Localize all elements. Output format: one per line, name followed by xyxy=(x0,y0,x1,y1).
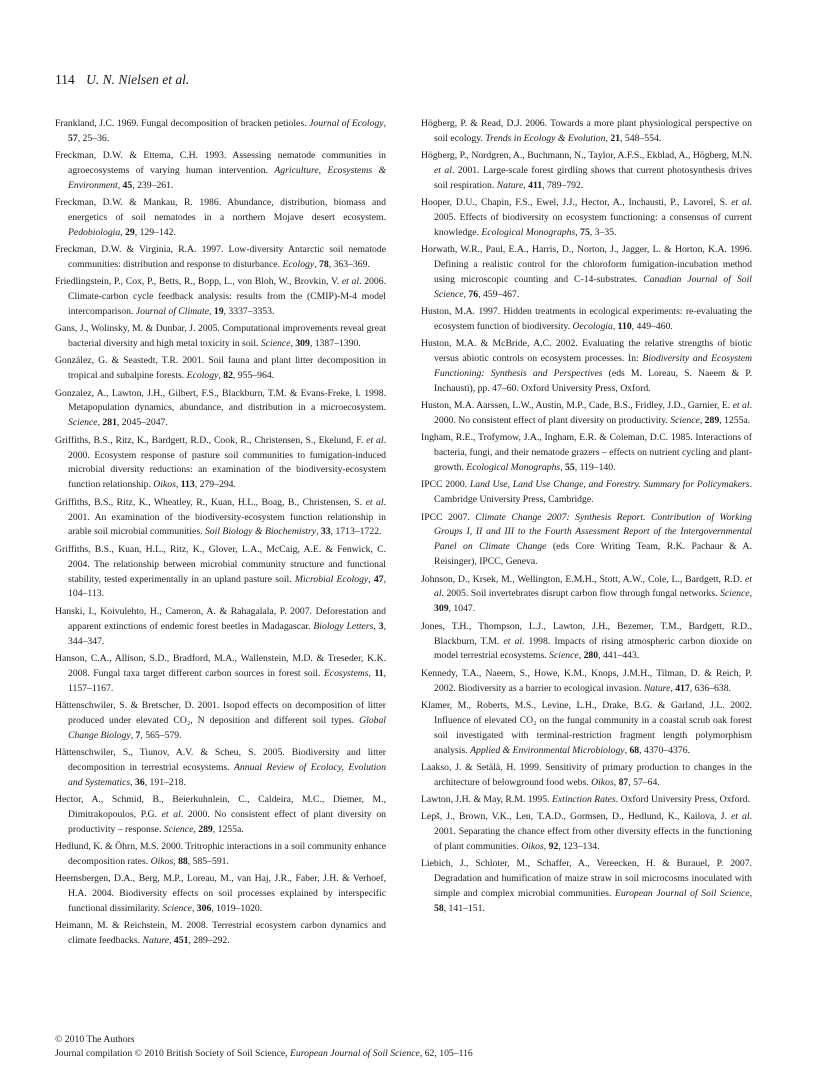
references-left-column xyxy=(55,117,386,951)
reference-entry: González, G. & Seastedt, T.R. 2001. Soil fauna and plant litter decomposition in tropical and subalpine forests. Ecology, 82, 955–964. xyxy=(55,355,386,382)
reference-entry: Heemsbergen, D.A., Berg, M.P., Loreau, M., van Haj, J.R., Faber, J.H. & Verhoef, H.A. 2004. Biodiversity effects on soil processes explained by interspecific functional dissimilarity. Science, 306, 1019–1020. xyxy=(55,872,386,914)
reference-entry: Hanski, I., Koivulehto, H., Cameron, A. & Rahagalala, P. 2007. Deforestation and apparent extinctions of endemic forest beetles in Madagascar. Biology Letters, 3, 344–347. xyxy=(55,605,386,647)
page-number: 114 xyxy=(55,72,75,87)
reference-entry: Liebich, J., Schloter, M., Schaffer, A., Vereecken, H. & Burauel, P. 2007. Degradation and humification of maize straw in soil microcosms inoculated with simple and complex microbial communities. European Journal of Soil Science, 58, 141–151. xyxy=(421,857,752,914)
running-header xyxy=(55,72,189,88)
reference-entry: Horwath, W.R., Paul, E.A., Harris, D., Norton, J., Jagger, L. & Horton, K.A. 1996. Defining a realistic control for the chloroform fumigation-incubation method using microscopic counting and C-14-substrates. Canadian Journal of Soil Science, 76, 459–467. xyxy=(421,244,752,301)
reference-entry: Högberg, P., Nordgren, A., Buchmann, N., Taylor, A.F.S., Ekblad, A., Högberg, M.N. et al. 2001. Large-scale forest girdling shows that current photosynthesis drives soil respiration. Nature, 411, 789–792. xyxy=(421,150,752,191)
reference-entry: Freckman, D.W. & Mankau, R. 1986. Abundance, distribution, biomass and energetics of soil nematodes in a northern Mojave desert ecosystem. Pedobiologia, 29, 129–142. xyxy=(55,197,386,239)
reference-entry: IPCC 2000. Land Use, Land Use Change, and Forestry. Summary for Policymakers. Cambridge University Press, Cambridge. xyxy=(421,479,752,506)
reference-entry: Griffiths, B.S., Ritz, K., Bardgett, R.D., Cook, R., Christensen, S., Ekelund, F. et al. 2000. Ecosystem response of pasture soil communities to fumigation-induced microbial diversity reductions: an examination of the biodiversity-ecosystem function relationship. Oikos, 113, 279–294. xyxy=(55,434,386,491)
journal-compilation-line: Journal compilation © 2010 British Society of Soil Science, European Journal of Soil Science, 62, 105–116 xyxy=(55,1048,473,1059)
reference-entry: Hättenschwiler, S. & Bretscher, D. 2001. Isopod effects on decomposition of litter produced under elevated CO₂, N deposition and different soil types. Global Change Biology, 7, 565–579. xyxy=(55,699,386,741)
reference-entry: Laakso, J. & Setälä, H. 1999. Sensitivity of primary production to changes in the architecture of belowground food webs. Oikos, 87, 57–64. xyxy=(421,761,752,788)
reference-entry: Jones, T.H., Thompson, L.J., Lawton, J.H., Bezemer, T.M., Bardgett, R.D., Blackburn, T.M. et al. 1998. Impacts of rising atmospheric carbon dioxide on model terrestrial ecosystems. Science, 280, 441–443. xyxy=(421,620,752,662)
reference-entry: Griffiths, B.S., Ritz, K., Wheatley, R., Kuan, H.L., Boag, B., Christensen, S. et al. 2001. An examination of the biodiversity-ecosystem function relationship in arable soil microbial communities. Soil Biology & Biochemistry, 33, 1713–1722. xyxy=(55,496,386,538)
reference-entry: Gans, J., Wolinsky, M. & Dunbar, J. 2005. Computational improvements reveal great bacterial diversity and high metal toxicity in soil. Science, 309, 1387–1390. xyxy=(55,323,386,350)
running-head-authors: U. N. Nielsen et al. xyxy=(86,72,190,87)
reference-entry: Lawton, J.H. & May, R.M. 1995. Extinction Rates. Oxford University Press, Oxford. xyxy=(421,793,750,805)
reference-entry: Lepš, J., Brown, V.K., Len, T.A.D., Gormsen, D., Hedlund, K., Kailova, J. et al. 2001. Separating the chance effect from other diversity effects in the functioning of plant communities. Oikos, 92, 123–134. xyxy=(421,810,753,852)
reference-entry: Klamer, M., Roberts, M.S., Levine, L.H., Drake, B.G. & Garland, J.L. 2002. Influence of elevated CO₂ on the fungal community in a coastal scrub oak forest soil investigated with terminal-restriction fragment length polymorphism analysis. Applied & Environmental Microbiology, 68, 4370–4376. xyxy=(421,699,752,756)
reference-entry: Kennedy, T.A., Naeem, S., Howe, K.M., Knops, J.M.H., Tilman, D. & Reich, P. 2002. Biodiversity as a barrier to ecological invasion. Nature, 417, 636–638. xyxy=(421,667,752,694)
reference-entry: Hooper, D.U., Chapin, F.S., Ewel, J.J., Hector, A., Inchausti, P., Lavorel, S. et al. 2005. Effects of biodiversity on ecosystem functioning: a consensus of current knowledge. Ecological Monographs, 75, 3–35. xyxy=(421,197,752,239)
reference-entry: Gonzalez, A., Lawton, J.H., Gilbert, F.S., Blackburn, T.M. & Evans-Freke, I. 1998. Metapopulation dynamics, abundance, and distribution in a microecosystem. Science, 281, 2045–2047. xyxy=(55,387,386,429)
reference-entry: Freckman, D.W. & Ettema, C.H. 1993. Assessing nematode communities in agroecosystems of varying human intervention. Agriculture, Ecosystems & Environment, 45, 239–261. xyxy=(55,150,386,191)
reference-entry: Högberg, P. & Read, D.J. 2006. Towards a more plant physiological perspective on soil ecology. Trends in Ecology & Evolution, 21, 548–554. xyxy=(421,118,752,144)
reference-entry: Hanson, C.A., Allison, S.D., Bradford, M.A., Wallenstein, M.D. & Treseder, K.K. 2008. Fungal taxa target different carbon sources in forest soil. Ecosystems, 11, 1157–1167. xyxy=(55,652,386,694)
reference-entry: Hättenschwiler, S., Tiunov, A.V. & Scheu, S. 2005. Biodiversity and litter decomposition in terrestrial ecosystems. Annual Review of Ecolocy, Evolution and Systematics, 36, 191–218. xyxy=(55,746,386,788)
reference-entry: Huston, M.A. 1997. Hidden treatments in ecological experiments: re-evaluating the ecosystem function of biodiversity. Oecologia, 110, 449–460. xyxy=(421,306,752,333)
reference-entry: Johnson, D., Krsek, M., Wellington, E.M.H., Stott, A.W., Cole, L., Bardgett, R.D. et al. 2005. Soil invertebrates disrupt carbon flow through fungal networks. Science, 309, 1047. xyxy=(421,573,752,615)
reference-entry: Hedlund, K. & Öhrn, M.S. 2000. Tritrophic interactions in a soil community enhance decomposition rates. Oikos, 88, 585–591. xyxy=(55,840,386,867)
reference-entry: Heimann, M. & Reichstein, M. 2008. Terrestrial ecosystem carbon dynamics and climate feedbacks. Nature, 451, 289–292. xyxy=(55,919,386,946)
copyright-line: © 2010 The Authors xyxy=(55,1034,135,1045)
reference-entry: Frankland, J.C. 1969. Fungal decomposition of bracken petioles. Journal of Ecology, 57, 25–36. xyxy=(55,118,386,144)
reference-entry: Huston, M.A. & McBride, A.C. 2002. Evaluating the relative strengths of biotic versus abiotic controls on ecosystem processes. In: Biodiversity and Ecosystem Functioning: Synthesis and Perspectives (eds M. Loreau, S. Naeem & P. Inchausti), pp. 47–60. Oxford University Press, Oxford. xyxy=(421,338,753,395)
reference-entry: Griffiths, B.S., Kuan, H.L., Ritz, K., Glover, L.A., McCaig, A.E. & Fenwick, C. 2004. The relationship between microbial community structure and functional stability, tested experimentally in an upland pasture soil. Microbial Ecology, 47, 104–113. xyxy=(55,543,386,600)
reference-entry: Freckman, D.W. & Virginia, R.A. 1997. Low-diversity Antarctic soil nematode communities: distribution and response to disturbance. Ecology, 78, 363–369. xyxy=(55,244,386,271)
page-footer xyxy=(55,1033,473,1061)
reference-entry: IPCC 2007. Climate Change 2007: Synthesis Report. Contribution of Working Groups I, II and III to the Fourth Assessment Report of the Intergovernmental Panel on Climate Change (eds Core Writing Team, R.K. Pachaur & A. Reisinger), IPCC, Geneva. xyxy=(421,511,752,568)
reference-entry: Friedlingstein, P., Cox, P., Betts, R., Bopp, L., von Bloh, W., Brovkin, V. et al. 2006. Climate-carbon cycle feedback analysis: results from the (CMIP)-M-4 model intercomparison. Journal of Climate, 19, 3337–3353. xyxy=(55,276,387,318)
journal-name: European Journal of Soil Science xyxy=(290,1048,420,1059)
references-right-column xyxy=(421,117,752,919)
reference-entry: Ingham, R.E., Trofymow, J.A., Ingham, E.R. & Coleman, D.C. 1985. Interactions of bacteria, fungi, and their nematode grazers – effects on nutrient cycling and plant-growth. Ecological Monographs, 55, 119–140. xyxy=(421,432,752,474)
reference-entry: Hector, A., Schmid, B., Beierkuhnlein, C., Caldeira, M.C., Diemer, M., Dimitrakopoulos, P.G. et al. 2000. No consistent effect of plant diversity on productivity – response. Science, 289, 1255a. xyxy=(55,793,387,835)
reference-entry: Huston, M.A. Aarssen, L.W., Austin, M.P., Cade, B.S., Fridley, J.D., Garnier, E. et al. 2000. No consistent effect of plant diversity on productivity. Science, 289, 1255a. xyxy=(421,400,752,427)
